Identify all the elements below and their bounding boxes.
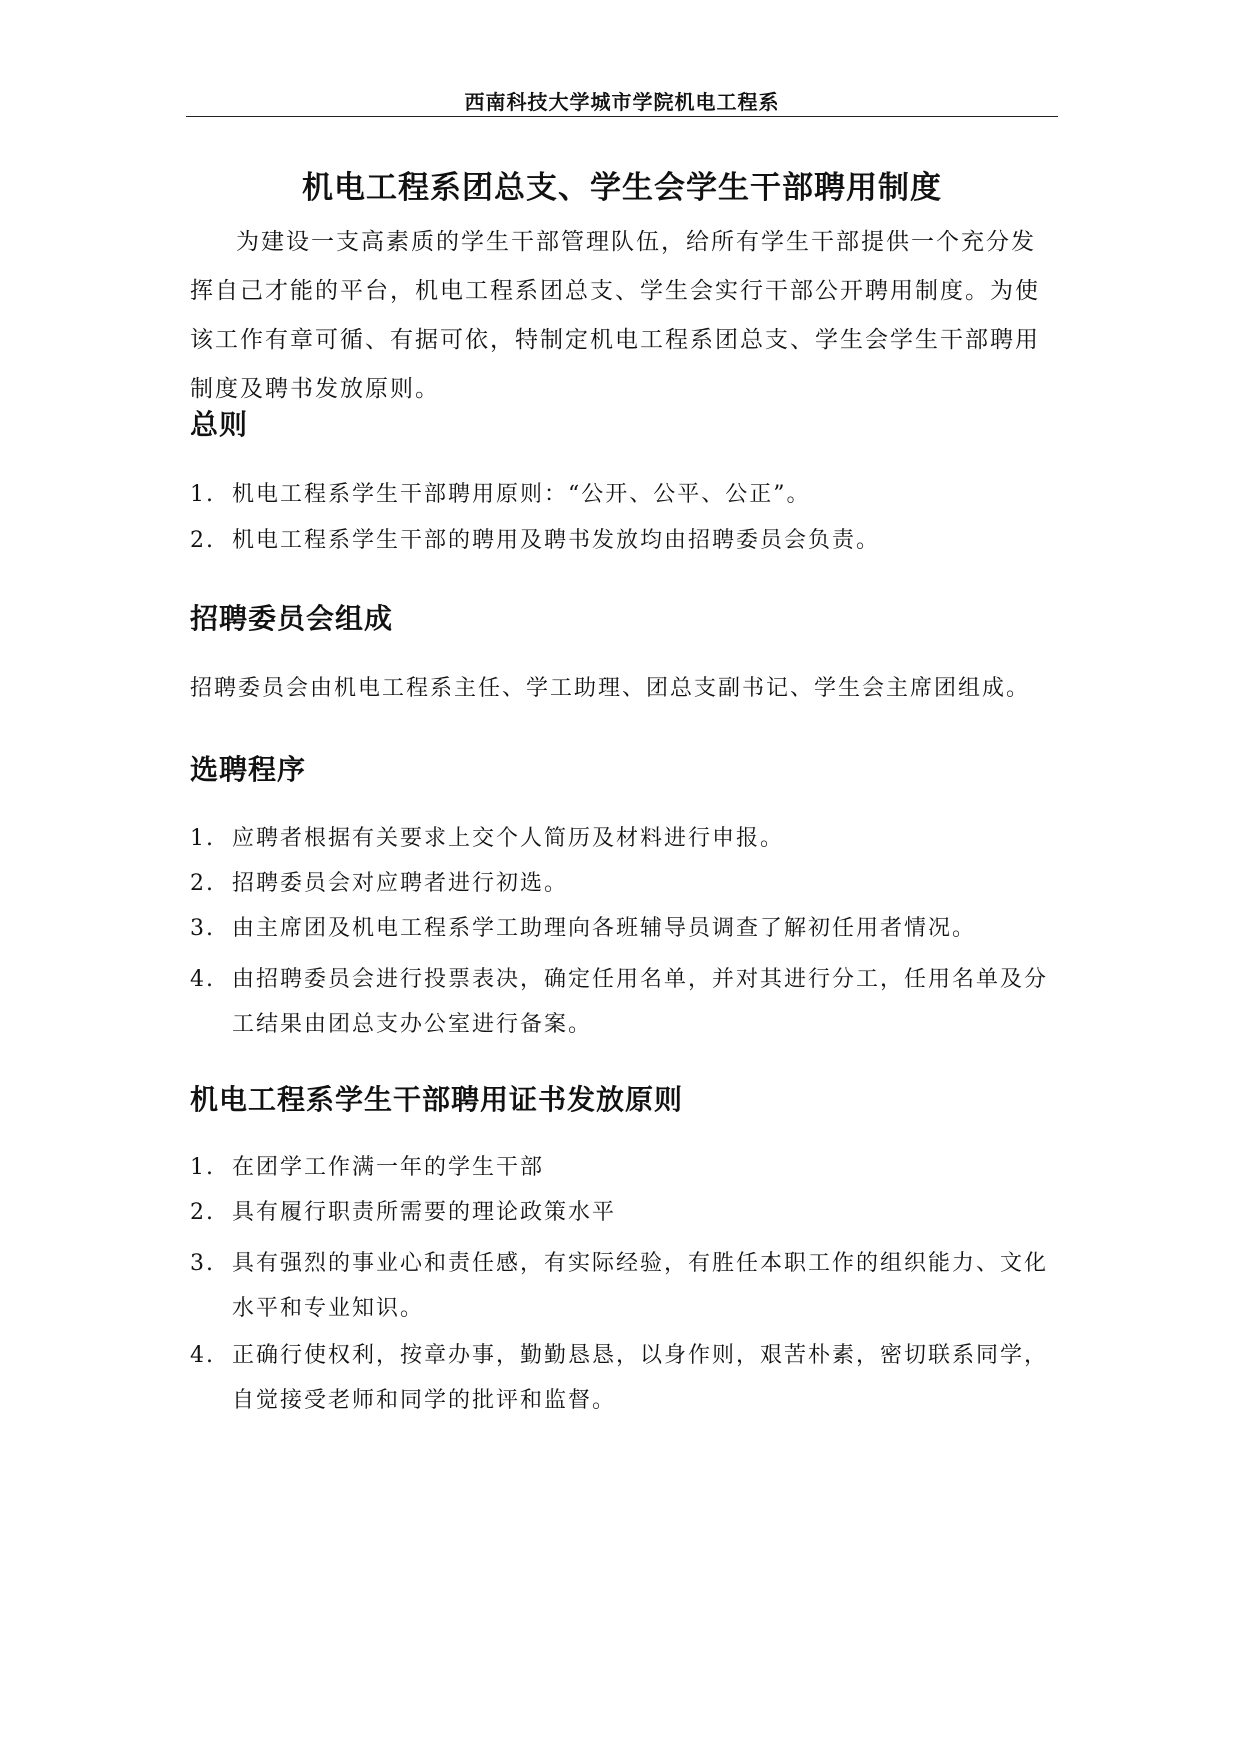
running-header: 西南科技大学城市学院机电工程系: [464, 90, 780, 114]
list-text: 正确行使权利，按章办事，勤勤恳恳，以身作则，艰苦朴素，密切联系同学，自觉接受老师和同学的批评和监督。: [232, 1343, 1049, 1413]
list-item: [190, 1151, 1058, 1185]
list-item: [190, 822, 1058, 856]
list-number: 3.: [190, 916, 215, 941]
general-list: [190, 478, 1058, 558]
section-heading-certificate: 机电工程系学生干部聘用证书发放原则: [190, 1083, 684, 1116]
section-heading-general: 总则: [190, 408, 249, 441]
procedure-list: [190, 822, 1058, 1047]
list-number: 2.: [190, 871, 215, 896]
list-text: 由主席团及机电工程系学工助理向各班辅导员调查了解初任用者情况。: [232, 916, 977, 941]
certificate-list: [190, 1151, 1058, 1423]
list-text: 在团学工作满一年的学生干部: [232, 1155, 545, 1180]
section-heading-procedure: 选聘程序: [190, 753, 307, 786]
list-number: 2.: [190, 1200, 215, 1225]
document-title: 机电工程系团总支、学生会学生干部聘用制度: [302, 170, 942, 206]
list-item: [190, 478, 1058, 512]
section-heading-committee: 招聘委员会组成: [190, 602, 394, 635]
list-number: 4.: [190, 967, 215, 992]
list-item: [190, 867, 1058, 901]
list-item: [190, 1196, 1058, 1230]
list-number: 1.: [190, 826, 215, 851]
list-text: 机电工程系学生干部的聘用及聘书发放均由招聘委员会负责。: [232, 528, 881, 553]
list-number: 2.: [190, 528, 215, 553]
list-number: 3.: [190, 1251, 215, 1276]
list-item: [190, 1333, 1058, 1423]
intro-paragraph: 为建设一支高素质的学生干部管理队伍，给所有学生干部提供一个充分发挥自己才能的平台，机电工程系团总支、学生会实行干部公开聘用制度。为使该工作有章可循、有据可依，特制定机电工程系团总支、学生会学生干部聘用制度及聘书发放原则。: [190, 229, 1040, 402]
header-rule: [186, 116, 1058, 117]
list-text: 具有履行职责所需要的理论政策水平: [232, 1200, 617, 1225]
list-text: 招聘委员会对应聘者进行初选。: [232, 871, 569, 896]
list-item: [190, 912, 1058, 946]
list-number: 4.: [190, 1343, 215, 1368]
list-number: 1.: [190, 1155, 215, 1180]
list-item: [190, 957, 1058, 1047]
list-number: 1.: [190, 482, 215, 507]
committee-text: 招聘委员会由机电工程系主任、学工助理、团总支副书记、学生会主席团组成。: [190, 676, 1031, 701]
list-item: [190, 1241, 1058, 1331]
list-text: 由招聘委员会进行投票表决，确定任用名单，并对其进行分工，任用名单及分工结果由团总支办公室进行备案。: [232, 967, 1049, 1037]
list-text: 机电工程系学生干部聘用原则：“公开、公平、公正”。: [232, 482, 811, 507]
list-text: 应聘者根据有关要求上交个人简历及材料进行申报。: [232, 826, 785, 851]
list-item: [190, 524, 1058, 558]
list-text: 具有强烈的事业心和责任感，有实际经验，有胜任本职工作的组织能力、文化水平和专业知识。: [232, 1251, 1049, 1321]
